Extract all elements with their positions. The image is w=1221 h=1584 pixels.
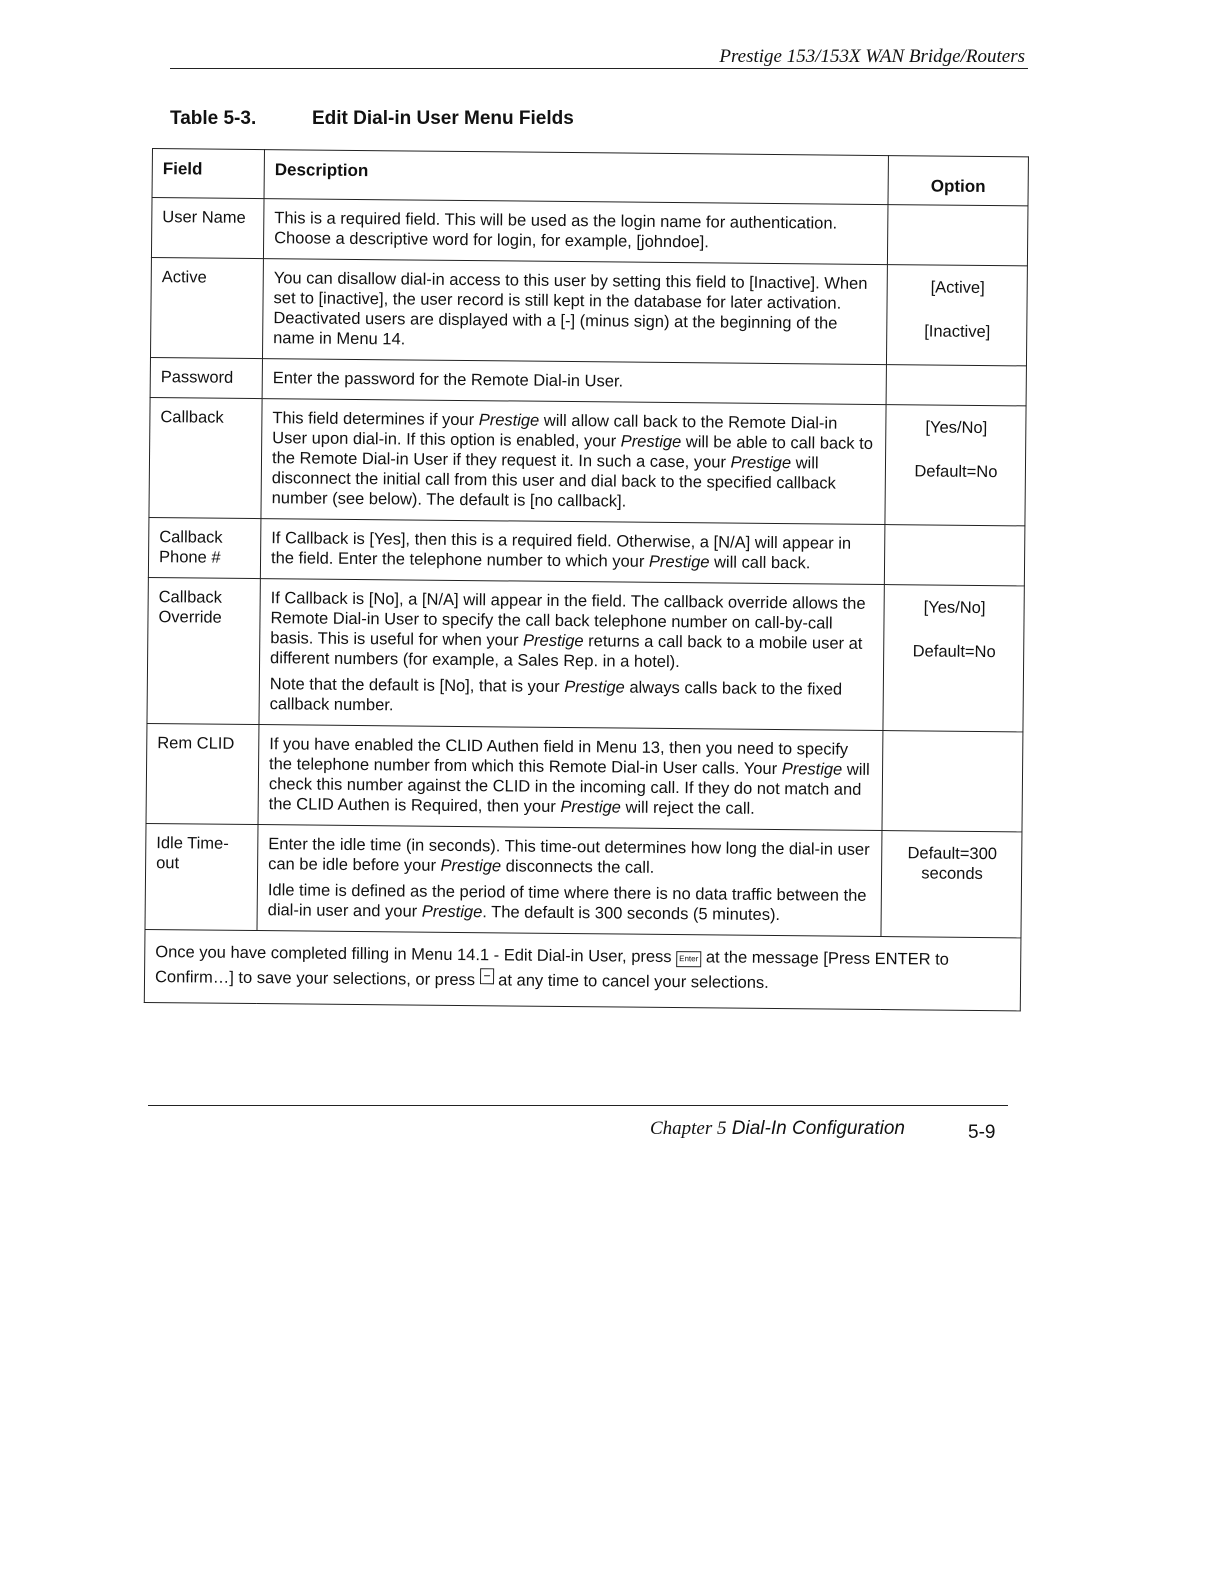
description-paragraph: Enter the idle time (in seconds). This time-out determines how long the dial-in user can be idle before your Prestige disconnects the call. (268, 835, 870, 877)
description-cell (257, 825, 882, 937)
chapter-title: Dial-In Configuration (726, 1118, 905, 1139)
column-header-field: Field (152, 149, 264, 199)
option-cell (881, 831, 1022, 938)
description-paragraph: This field determines if your Prestige will allow call back to the Remote Dial-in User upon dial-in. If this option is enabled, your Prestige will be able to call back to the Remote Dial-in User if they request it. In such a case, your Prestige will disconnect the initial call from this user and dial back to the specified callback number (see below). The default is [no callback]. (271, 409, 874, 511)
description-cell (262, 259, 887, 365)
description-cell (258, 725, 883, 831)
option-value: [Yes/No] (923, 598, 986, 618)
running-header: Prestige 153/153X WAN Bridge/Routers (719, 46, 1025, 67)
header-rule (170, 68, 1028, 69)
enter-key-icon: Enter (676, 951, 701, 967)
field-name-cell: Callback (149, 397, 262, 518)
option-value: [Yes/No] (925, 418, 988, 438)
description-cell (260, 519, 885, 585)
description-cell (262, 359, 886, 405)
field-name-cell: User Name (151, 198, 264, 259)
table-footer-note (144, 929, 1021, 1010)
option-cell (886, 365, 1026, 406)
field-name-cell: Rem CLID (146, 723, 259, 824)
table-row (150, 257, 1027, 365)
option-value: [Active] (930, 278, 985, 297)
chapter-label (580, 1118, 905, 1140)
footer-text-1: Once you have completed filling in Menu 14.1 - Edit Dial-in User, press (155, 943, 677, 967)
table-caption (170, 108, 574, 130)
option-value: Default=300 seconds (907, 844, 998, 884)
table-title: Edit Dial-in User Menu Fields (312, 108, 574, 129)
field-name-cell: Callback Phone # (148, 517, 261, 578)
footer-rule (148, 1105, 1008, 1106)
field-name-cell: Idle Time-out (145, 823, 258, 930)
table-row (145, 823, 1022, 937)
option-cell (882, 731, 1023, 832)
option-value: Default=No (914, 462, 998, 482)
fields-table-wrapper (144, 148, 1028, 1011)
field-name-cell: Password (150, 357, 262, 398)
page-number: 5-9 (968, 1122, 996, 1143)
chapter-word: Chapter 5 (649, 1118, 727, 1139)
table-row (148, 517, 1025, 585)
table-header-row (152, 149, 1028, 206)
footer-text-3: at any time to cancel your selections. (493, 971, 769, 992)
table-row (146, 723, 1023, 831)
column-header-option: Option (888, 156, 1028, 206)
option-cell (887, 205, 1028, 266)
description-paragraph: Idle time is defined as the period of time where there is no data traffic between the dial-in user and your Prestige. The default is 300 seconds (5 minutes). (267, 881, 867, 925)
description-paragraph: If you have enabled the CLID Authen field in Menu 13, then you need to specify the telephone number from which this Remote Dial-in User calls. Your Prestige will check this number against the CLID in the incoming call. If they do not match and the CLID Authen is Required, then your Prestige will reject the call. (268, 735, 870, 818)
description-paragraph: If Callback is [No], a [N/A] will appear in the field. The callback override allows the Remote Dial-in User to specify the call back telephone number on call-by-call basis. This is useful for when your Prestige returns a call back to a mobile user at different numbers (for example, a Sales Rep. in a hotel). (270, 589, 866, 672)
fields-table (144, 148, 1029, 1011)
table-body (145, 198, 1028, 938)
option-value: [Inactive] (924, 322, 991, 342)
table-footer-row (144, 929, 1021, 1010)
description-cell (261, 399, 886, 525)
option-cell (884, 525, 1025, 586)
option-cell (885, 405, 1026, 526)
description-cell (259, 579, 884, 731)
description-paragraph: You can disallow dial-in access to this user by setting this field to [Inactive]. When set to [inactive], the user record is still kept in the database for later activation. Deactivated users are displayed with a [-] (minus sign) at the beginning of the name in Menu 14. (273, 269, 868, 349)
table-row (149, 397, 1026, 525)
option-value: Default=No (912, 642, 996, 662)
description-paragraph: If Callback is [Yes], then this is a required field. Otherwise, a [N/A] will appear in the field. Enter the telephone number to which your Prestige will call back. (270, 529, 852, 573)
field-name-cell: Active (150, 257, 263, 358)
table-number: Table 5-3. (170, 108, 257, 129)
description-paragraph: This is a required field. This will be used as the login name for authentication. Choose a descriptive word for login, for example, [johndoe]. (274, 209, 838, 252)
footer-text-2: at the message [Press ENTER to Confirm…] to save your selections, or press (154, 948, 949, 990)
column-header-description: Description (264, 150, 888, 205)
description-paragraph: Enter the password for the Remote Dial-in User. (272, 369, 624, 391)
escape-key-icon (480, 968, 494, 984)
description-cell (263, 199, 888, 265)
field-name-cell: Callback Override (147, 577, 260, 724)
table-row (151, 198, 1028, 266)
option-cell (883, 585, 1024, 732)
table-row (147, 577, 1024, 731)
option-cell (886, 265, 1027, 366)
description-paragraph: Note that the default is [No], that is your Prestige always calls back to the fixed callback number. (269, 675, 843, 715)
